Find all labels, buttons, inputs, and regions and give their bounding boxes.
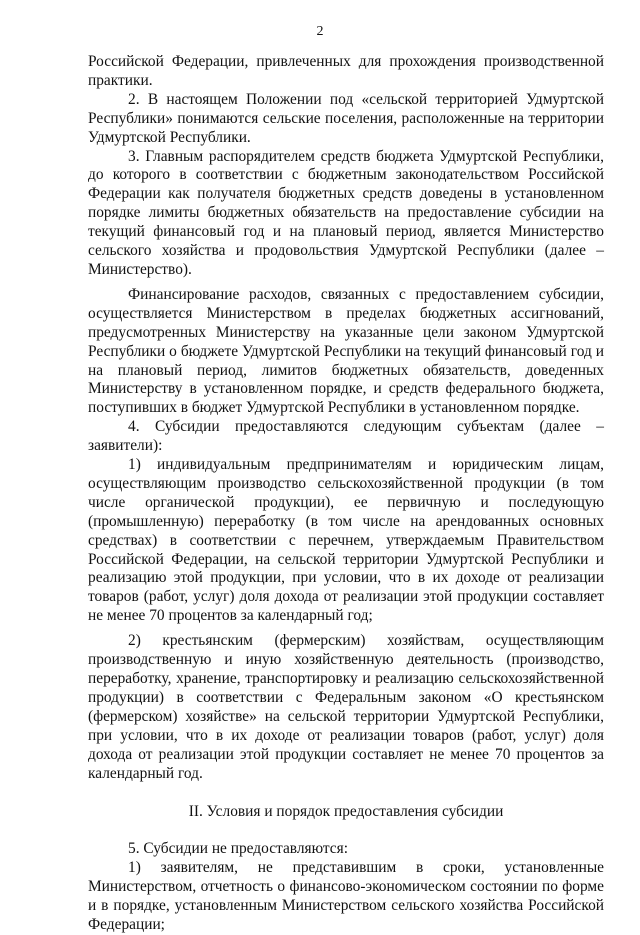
paragraph-clause-5-item-1: 1) заявителям, не представившим в сроки, установленные Министерством, отчетность о финансово-экономическом состоянии по форме и в порядке, установленным Министерством сельского хозяйства Российской Федерации;	[88, 859, 604, 933]
document-body	[88, 53, 604, 935]
paragraph-clause-4-item-1: 1) индивидуальным предпринимателям и юридическим лицам, осуществляющим производство сельскохозяйственной продукции (в том числе органической продукции), ее первичную и последующую (промышленную) переработку (в том числе на арендованных основных средствах) в соответствии с перечнем, утверждаемым Правительством Российской Федерации, на сельской территории Удмуртской Республики и реализацию этой продукции, при условии, что в их доходе от реализации товаров (работ, услуг) доля дохода от реализации этой продукции составляет не менее 70 процентов за календарный год;	[88, 456, 604, 625]
paragraph-clause-5: 5. Субсидии не предоставляются:	[128, 840, 348, 858]
page-number: 2	[316, 24, 324, 39]
section-heading: II. Условия и порядок предоставления субсидии	[188, 803, 504, 821]
paragraph-clause-4: 4. Субсидии предоставляются следующим субъектам (далее – заявители):	[88, 418, 604, 455]
paragraph-clause-2: 2. В настоящем Положении под «сельской территорией Удмуртской Республики» понимаются сельские поселения, расположенные на территории Удмуртской Республики.	[88, 90, 604, 146]
paragraph-continuation: Российской Федерации, привлеченных для прохождения производственной практики.	[88, 53, 604, 89]
paragraph-clause-3: 3. Главным распорядителем средств бюджета Удмуртской Республики, до которого в соответствии с бюджетным законодательством Российской Федерации как получателя бюджетных средств доведены в установленном порядке лимиты бюджетных обязательств на предоставление субсидии на текущий финансовый год и на плановый период, является Министерство сельского хозяйства и продовольствия Удмуртской Республики (далее – Министерство).	[88, 147, 604, 278]
paragraph-clause-4-item-2: 2) крестьянским (фермерским) хозяйствам, осуществляющим производственную и иную хозяйственную деятельность (производство, переработку, хранение, транспортировку и реализацию сельскохозяйственной продукции) в соответствии с Федеральным законом «О крестьянском (фермерском) хозяйстве» на сельской территории Удмуртской Республики, при условии, что в их доходе от реализации товаров (работ, услуг) доля дохода от реализации этой продукции составляет не менее 70 процентов за календарный год.	[88, 632, 604, 782]
paragraph-financing: Финансирование расходов, связанных с предоставлением субсидии, осуществляется Министерством в пределах бюджетных ассигнований, предусмотренных Министерству на указанные цели законом Удмуртской Республики о бюджете Удмуртской Республики на текущий финансовый год и на плановый период, лимитов бюджетных обязательств, доведенных Министерству в установленном порядке, и средств федерального бюджета, поступивших в бюджет Удмуртской Республики в установленном порядке.	[88, 285, 604, 417]
